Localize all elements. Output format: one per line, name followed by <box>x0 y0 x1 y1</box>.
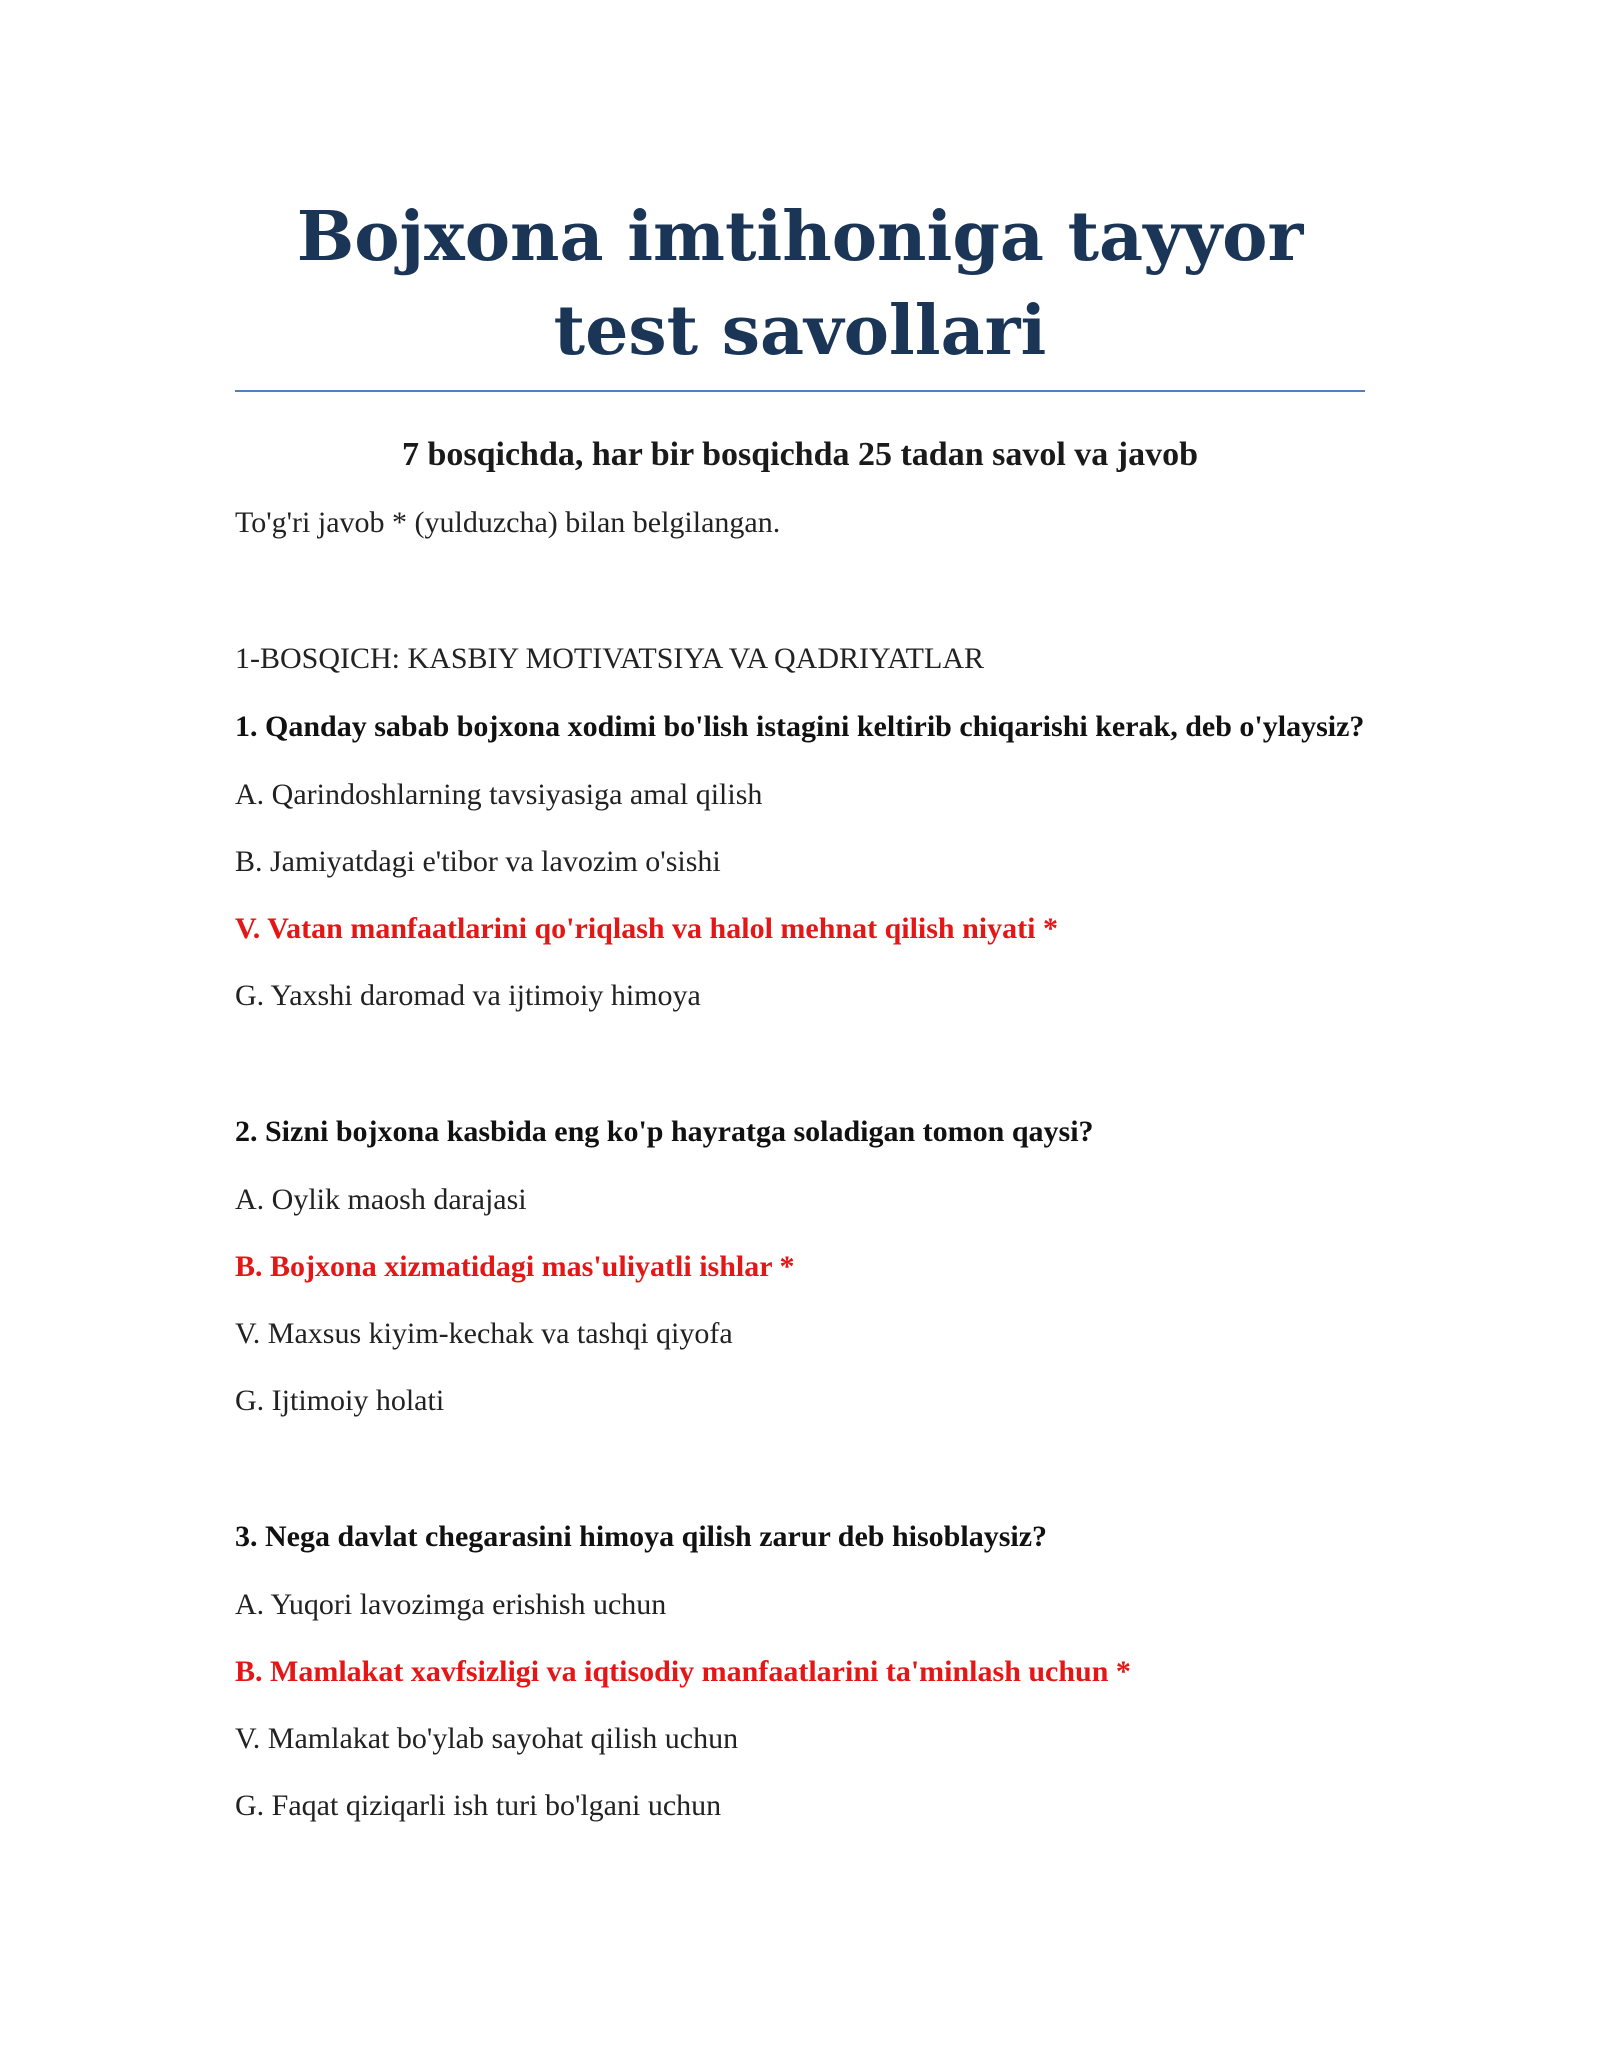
document-subtitle: 7 bosqichda, har bir bosqichda 25 tadan savol va javob <box>401 436 1199 473</box>
question-block-1 <box>235 706 1365 1015</box>
stage-heading: 1-BOSQICH: KASBIY MOTIVATSIYA VA QADRIYATLAR <box>235 642 984 675</box>
question-text: 2. Sizni bojxona kasbida eng ko'p hayratga soladigan tomon qaysi? <box>235 1115 1094 1148</box>
answer-option: G. Faqat qiziqarli ish turi bo'lgani uchun <box>235 1789 722 1822</box>
question-text: 1. Qanday sabab bojxona xodimi bo'lish istagini keltirib chiqarishi kerak, deb o'ylaysiz? <box>235 710 1365 743</box>
answer-option: V. Mamlakat bo'ylab sayohat qilish uchun <box>235 1722 739 1755</box>
answer-option: A. Qarindoshlarning tavsiyasiga amal qilish <box>235 778 763 811</box>
answer-option: G. Ijtimoiy holati <box>235 1384 445 1417</box>
document-title: Bojxona imtihoniga tayyor test savollari <box>296 197 1304 371</box>
answer-option: B. Jamiyatdagi e'tibor va lavozim o'sishi <box>235 845 721 878</box>
question-list <box>235 706 1365 1825</box>
question-block-3 <box>235 1516 1365 1825</box>
correct-answer-option: B. Mamlakat xavfsizligi va iqtisodiy manfaatlarini ta'minlash uchun * <box>235 1655 1131 1688</box>
intro-note: To'g'ri javob * (yulduzcha) bilan belgilangan. <box>235 506 781 539</box>
answer-option: A. Yuqori lavozimga erishish uchun <box>235 1588 667 1621</box>
question-block-2 <box>235 1111 1365 1420</box>
answer-option: A. Oylik maosh darajasi <box>235 1183 527 1216</box>
correct-answer-option: B. Bojxona xizmatidagi mas'uliyatli ishlar * <box>235 1250 795 1283</box>
title-divider <box>235 390 1365 392</box>
question-text: 3. Nega davlat chegarasini himoya qilish zarur deb hisoblaysiz? <box>235 1520 1048 1553</box>
answer-option: G. Yaxshi daromad va ijtimoiy himoya <box>235 979 701 1012</box>
answer-option: V. Maxsus kiyim-kechak va tashqi qiyofa <box>235 1317 733 1350</box>
document-page <box>235 0 1365 1825</box>
correct-answer-option: V. Vatan manfaatlarini qo'riqlash va halol mehnat qilish niyati * <box>235 912 1058 945</box>
